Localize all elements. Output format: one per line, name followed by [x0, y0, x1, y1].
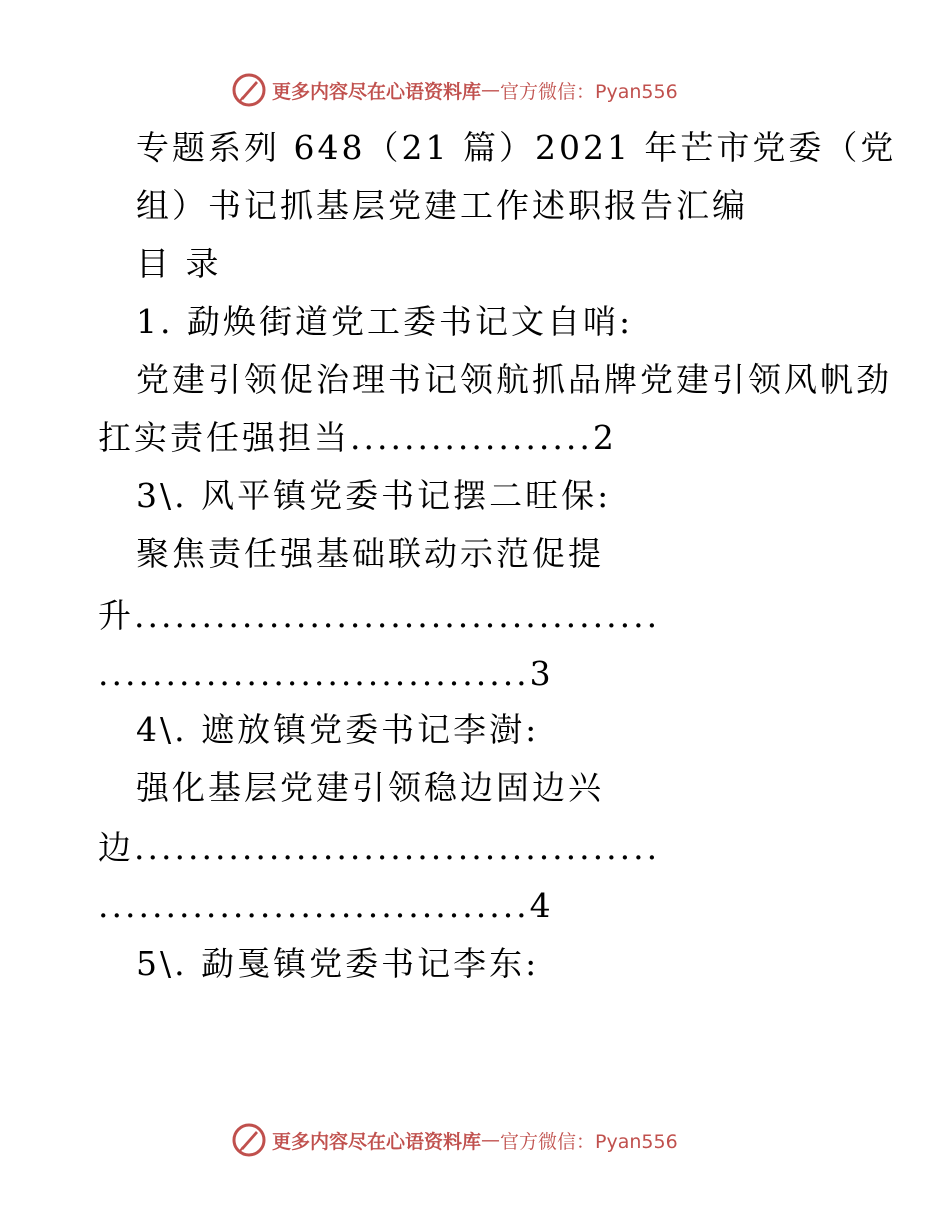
toc-entry-1-leader: 扛实责任强担当..................2 — [98, 418, 617, 457]
banner-site-name: 更多内容尽在心语资料库 — [272, 80, 482, 103]
toc-entry-4-leader: 边....................................... — [98, 828, 661, 867]
header-banner — [232, 72, 678, 108]
toc-heading: 目 录 — [136, 244, 222, 283]
banner-dash: — — [481, 79, 501, 101]
banner-wechat: 官方微信：Pyan556 — [500, 80, 678, 103]
toc-entry-4-heading: 4\. 遮放镇党委书记李澍: — [136, 710, 540, 749]
quill-logo-icon — [232, 1123, 266, 1157]
title-line-1: 专题系列 648（21 篇）2021 年芒市党委（党 — [136, 128, 897, 167]
toc-entry-3-heading: 3\. 风平镇党委书记摆二旺保: — [136, 476, 612, 515]
toc-entry-4-page: ................................4 — [98, 886, 554, 925]
toc-entry-3-page: ................................3 — [98, 654, 554, 693]
banner-dash: — — [481, 1129, 501, 1151]
banner-wechat: 官方微信：Pyan556 — [500, 1130, 678, 1153]
footer-banner — [232, 1122, 678, 1158]
toc-entry-3-leader: 升....................................... — [98, 596, 661, 635]
toc-entry-4-text: 强化基层党建引领稳边固边兴 — [136, 768, 604, 807]
toc-entry-1-heading: 1. 勐焕街道党工委书记文自哨: — [136, 302, 634, 341]
title-line-2: 组）书记抓基层党建工作述职报告汇编 — [136, 186, 748, 225]
toc-entry-3-text: 聚焦责任强基础联动示范促提 — [136, 534, 604, 573]
banner-site-name: 更多内容尽在心语资料库 — [272, 1130, 482, 1153]
toc-entry-5-heading: 5\. 勐戛镇党委书记李东: — [136, 944, 540, 983]
toc-entry-1-text: 党建引领促治理书记领航抓品牌党建引领风帆劲 — [136, 360, 892, 399]
quill-logo-icon — [232, 73, 266, 107]
